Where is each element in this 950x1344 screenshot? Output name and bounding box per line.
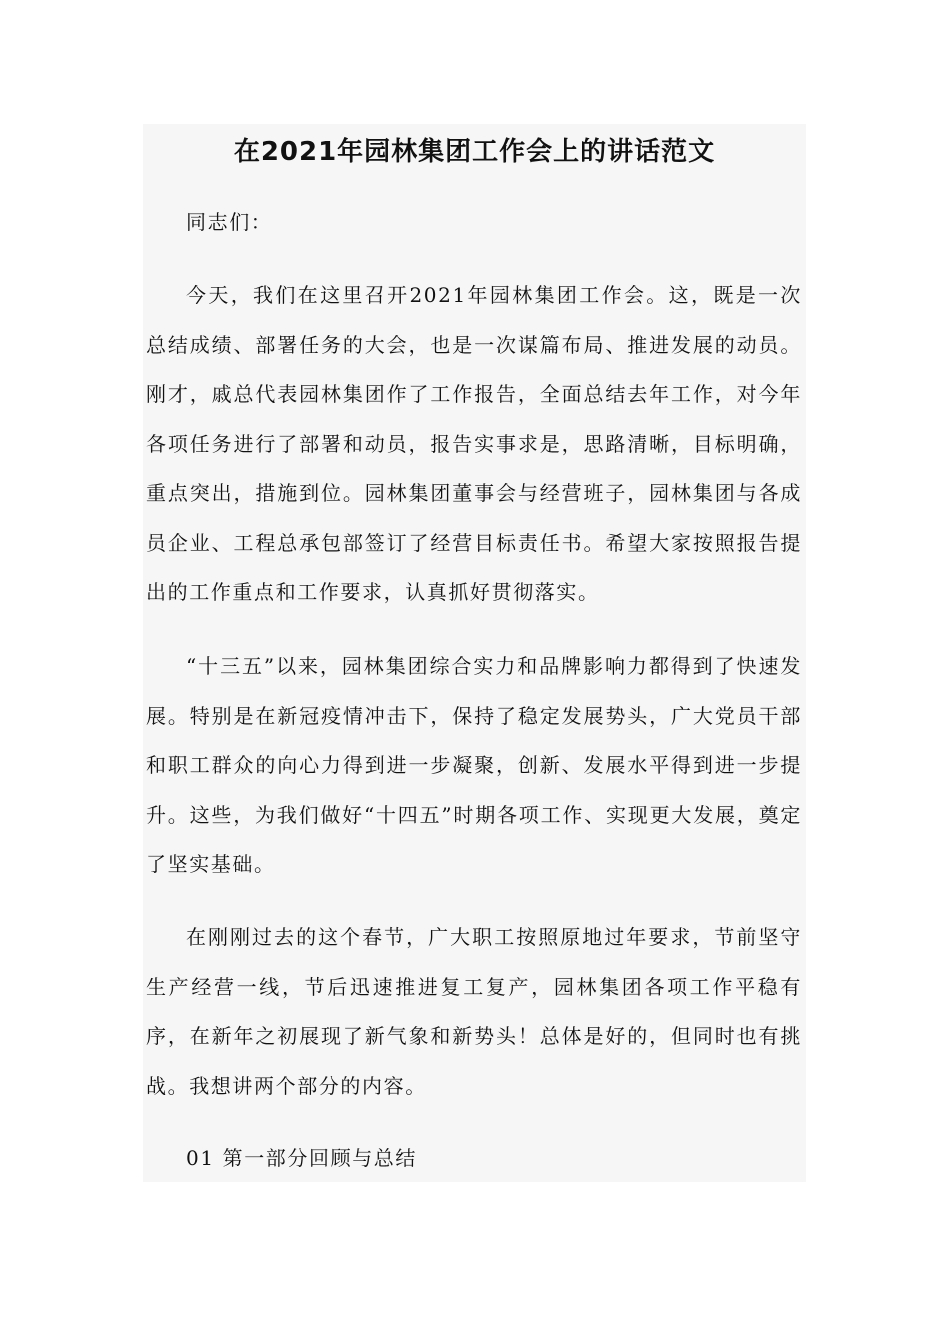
paragraph-3: 在刚刚过去的这个春节，广大职工按照原地过年要求，节前坚守生产经营一线，节后迅速推进复工复产，园林集团各项工作平稳有序，在新年之初展现了新气象和新势头！总体是好的，但同时也有挑战。我想讲两个部分的内容。 — [146, 925, 802, 1098]
section-heading: 01 第一部分回顾与总结 — [186, 1146, 418, 1170]
document-title: 在2021年园林集团工作会上的讲话范文 — [233, 137, 716, 167]
paragraph-1: 今天，我们在这里召开2021年园林集团工作会。这，既是一次总结成绩、部署任务的大会，也是一次谋篇布局、推进发展的动员。刚才，戚总代表园林集团作了工作报告，全面总结去年工作，对今年各项任务进行了部署和动员，报告实事求是，思路清晰，目标明确，重点突出，措施到位。园林集团董事会与经营班子，园林集团与各成员企业、工程总承包部签订了经营目标责任书。希望大家按照报告提出的工作重点和工作要求，认真抓好贯彻落实。 — [146, 283, 802, 604]
paragraph-2: “十三五”以来，园林集团综合实力和品牌影响力都得到了快速发展。特别是在新冠疫情冲击下，保持了稳定发展势头，广大党员干部和职工群众的向心力得到进一步凝聚，创新、发展水平得到进一步提升。这些，为我们做好“十四五”时期各项工作、实现更大发展，奠定了坚实基础。 — [146, 654, 802, 876]
greeting-text: 同志们： — [186, 210, 273, 234]
